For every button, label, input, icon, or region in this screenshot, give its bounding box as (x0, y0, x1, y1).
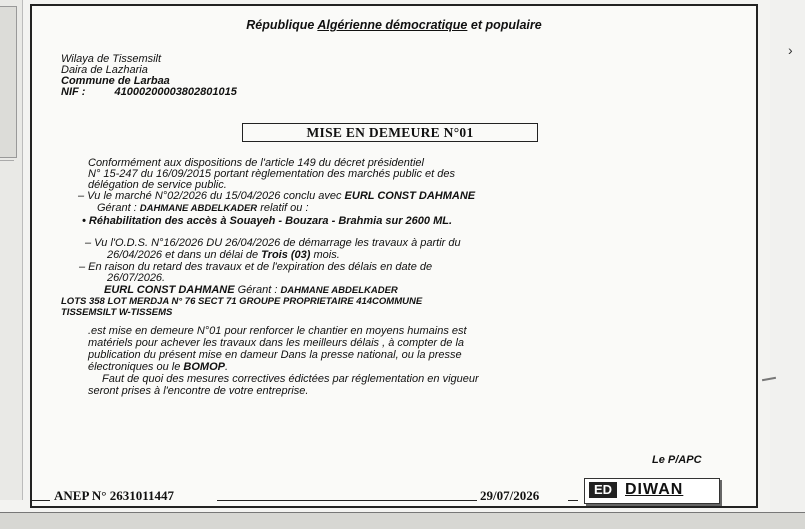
body-line: seront prises à l'encontre de votre entreprise. (88, 385, 309, 397)
body-line: – En raison du retard des travaux et de l'expiration des délais en date de (79, 261, 433, 273)
scan-left-edge (0, 0, 23, 500)
nif-line (61, 87, 237, 98)
nif-label: NIF : (61, 86, 86, 98)
body-line: publication du présent mise en dameur Dans la presse national, ou la presse (88, 349, 462, 361)
header-text: et populaire (467, 18, 542, 32)
body-text: mois. (310, 249, 340, 261)
logo-diwan: DIWAN (625, 481, 684, 498)
footer-rule (568, 500, 578, 501)
body-text: Gérant : (97, 202, 140, 214)
adjacent-page-fragment (0, 6, 17, 158)
body-line (78, 191, 475, 203)
scan-bottom-edge (0, 512, 805, 529)
republic-header (32, 18, 756, 32)
diwan-logo (584, 478, 720, 504)
publication-date: 29/07/2026 (480, 488, 540, 503)
signatory: Le P/APC (652, 454, 702, 466)
body-text: – Vu le marché N°02/2026 du 15/04/2026 conclu avec (78, 190, 345, 202)
body-line: .est mise en demeure N°01 pour renforcer le chantier en moyens humains est (88, 325, 467, 337)
company-name: EURL CONST DAHMANE (344, 190, 476, 202)
daira-line: Daira de Lazharia (61, 64, 148, 76)
body-line: 26/07/2026. (107, 272, 166, 284)
notice-title: MISE EN DEMEURE N°01 (242, 123, 538, 142)
footer-rule (32, 500, 50, 501)
body-line: matériels pour achever les travaux dans les meilleurs délais , à compter de la (88, 337, 465, 349)
address-line: TISSEMSILT W-TISSEMS (61, 307, 173, 318)
body-text: 26/04/2026 et dans un délai de (107, 249, 262, 261)
manager-name: DAHMANE ABDELKADER (280, 285, 398, 296)
notice-footer (32, 481, 756, 506)
body-line: Faut de quoi des mesures correctives édictées par réglementation en vigueur (102, 373, 479, 385)
body-line: délégation de service public. (88, 179, 227, 191)
body-text: Gérant : (234, 284, 281, 296)
body-line: Conformément aux dispositions de l'article 149 du décret présidentiel (88, 157, 424, 169)
adjacent-page-edge (0, 160, 14, 481)
body-line (88, 362, 228, 374)
body-line (104, 285, 398, 297)
wilaya-line: Wilaya de Tissemsilt (61, 53, 162, 65)
logo-ed: ED (589, 482, 617, 498)
delay-value: Trois (03) (261, 249, 311, 261)
body-text: . (224, 361, 229, 373)
anep-number: ANEP N° 2631011447 (54, 488, 175, 503)
footer-rule (217, 500, 477, 501)
body-text: électroniques ou le (88, 361, 184, 373)
body-text: relatif ou : (257, 202, 309, 214)
chevron-right-icon: › (788, 42, 793, 58)
address-line: LOTS 358 LOT MERDJA N° 76 SECT 71 GROUPE PROPRIETAIRE 414COMMUNE (61, 296, 423, 307)
company-name: EURL CONST DAHMANE (104, 284, 235, 296)
scan-right-margin (770, 0, 805, 528)
body-line: – Vu l'O.D.S. N°16/2026 DU 26/04/2026 de démarrage les travaux à partir du (85, 237, 461, 249)
manager-name: DAHMANE ABDELKADER (139, 203, 258, 214)
administration-block (61, 54, 237, 98)
bomop-label: BOMOP (183, 361, 225, 373)
notice-frame (30, 4, 758, 508)
body-line (107, 250, 340, 262)
header-text: République (246, 18, 318, 32)
nif-value: 41000200003802801015 (114, 86, 237, 98)
header-text-underlined: Algérienne démocratique (317, 18, 468, 32)
body-line (97, 203, 309, 215)
body-line: N° 15-247 du 16/09/2015 portant règlementation des marchés public et des (88, 168, 456, 180)
project-line: • Réhabilitation des accès à Souayeh - Bouzara - Brahmia sur 2600 ML. (82, 215, 453, 227)
commune-line: Commune de Larbaa (61, 75, 170, 87)
